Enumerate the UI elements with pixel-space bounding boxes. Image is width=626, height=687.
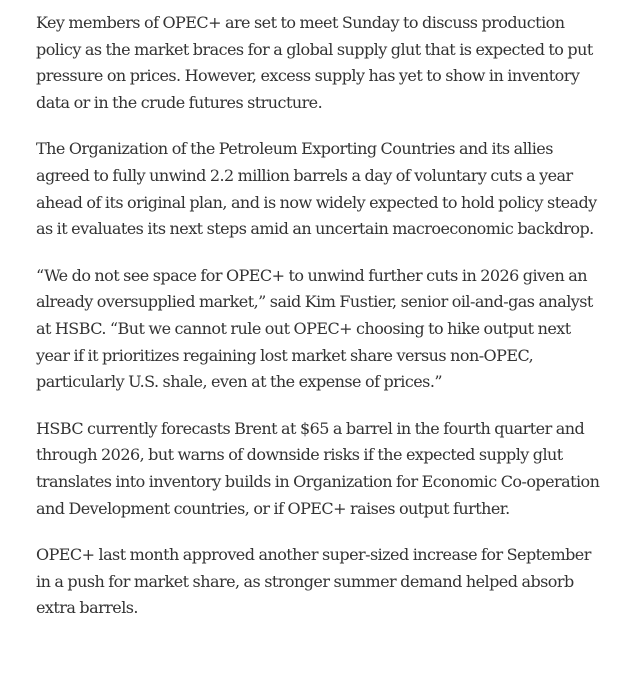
paragraph-opec-meeting: Key members of OPEC+ are set to meet Sunday to discuss production policy as the market braces for a global supply glut that is expected to put pressure on prices. However, excess supply has yet to show in inventory data or in the crude futures structure. (36, 13, 593, 112)
paragraph-hsbc-quote: “We do not see space for OPEC+ to unwind further cuts in 2026 given an already oversupplied market,” said Kim Fustier, senior oil-and-gas analyst at HSBC. “But we cannot rule out OPEC+ choosing to hike output next year if it prioritizes regaining lost market share versus non-OPEC, particularly U.S. shale, even at the expense of prices.” (36, 265, 593, 392)
paragraph-opec-unwind-cuts: The Organization of the Petroleum Exporting Countries and its allies agreed to fully unwind 2.2 million barrels a day of voluntary cuts a year ahead of its original plan, and is now widely expected to hold policy steady as it evaluates its next steps amid an uncertain macroeconomic backdrop. (36, 139, 597, 239)
paragraph-brent-forecast: HSBC currently forecasts Brent at $65 a barrel in the fourth quarter and through 2026, but warns of downside risks if the expected supply glut translates into inventory builds in Organization for Economic Co-operation and Development countries, or if OPEC+ raises output further. (36, 418, 600, 518)
paragraph-september-increase: OPEC+ last month approved another super-sized increase for September in a push for market share, as stronger summer demand helped absorb extra barrels. (36, 545, 591, 618)
